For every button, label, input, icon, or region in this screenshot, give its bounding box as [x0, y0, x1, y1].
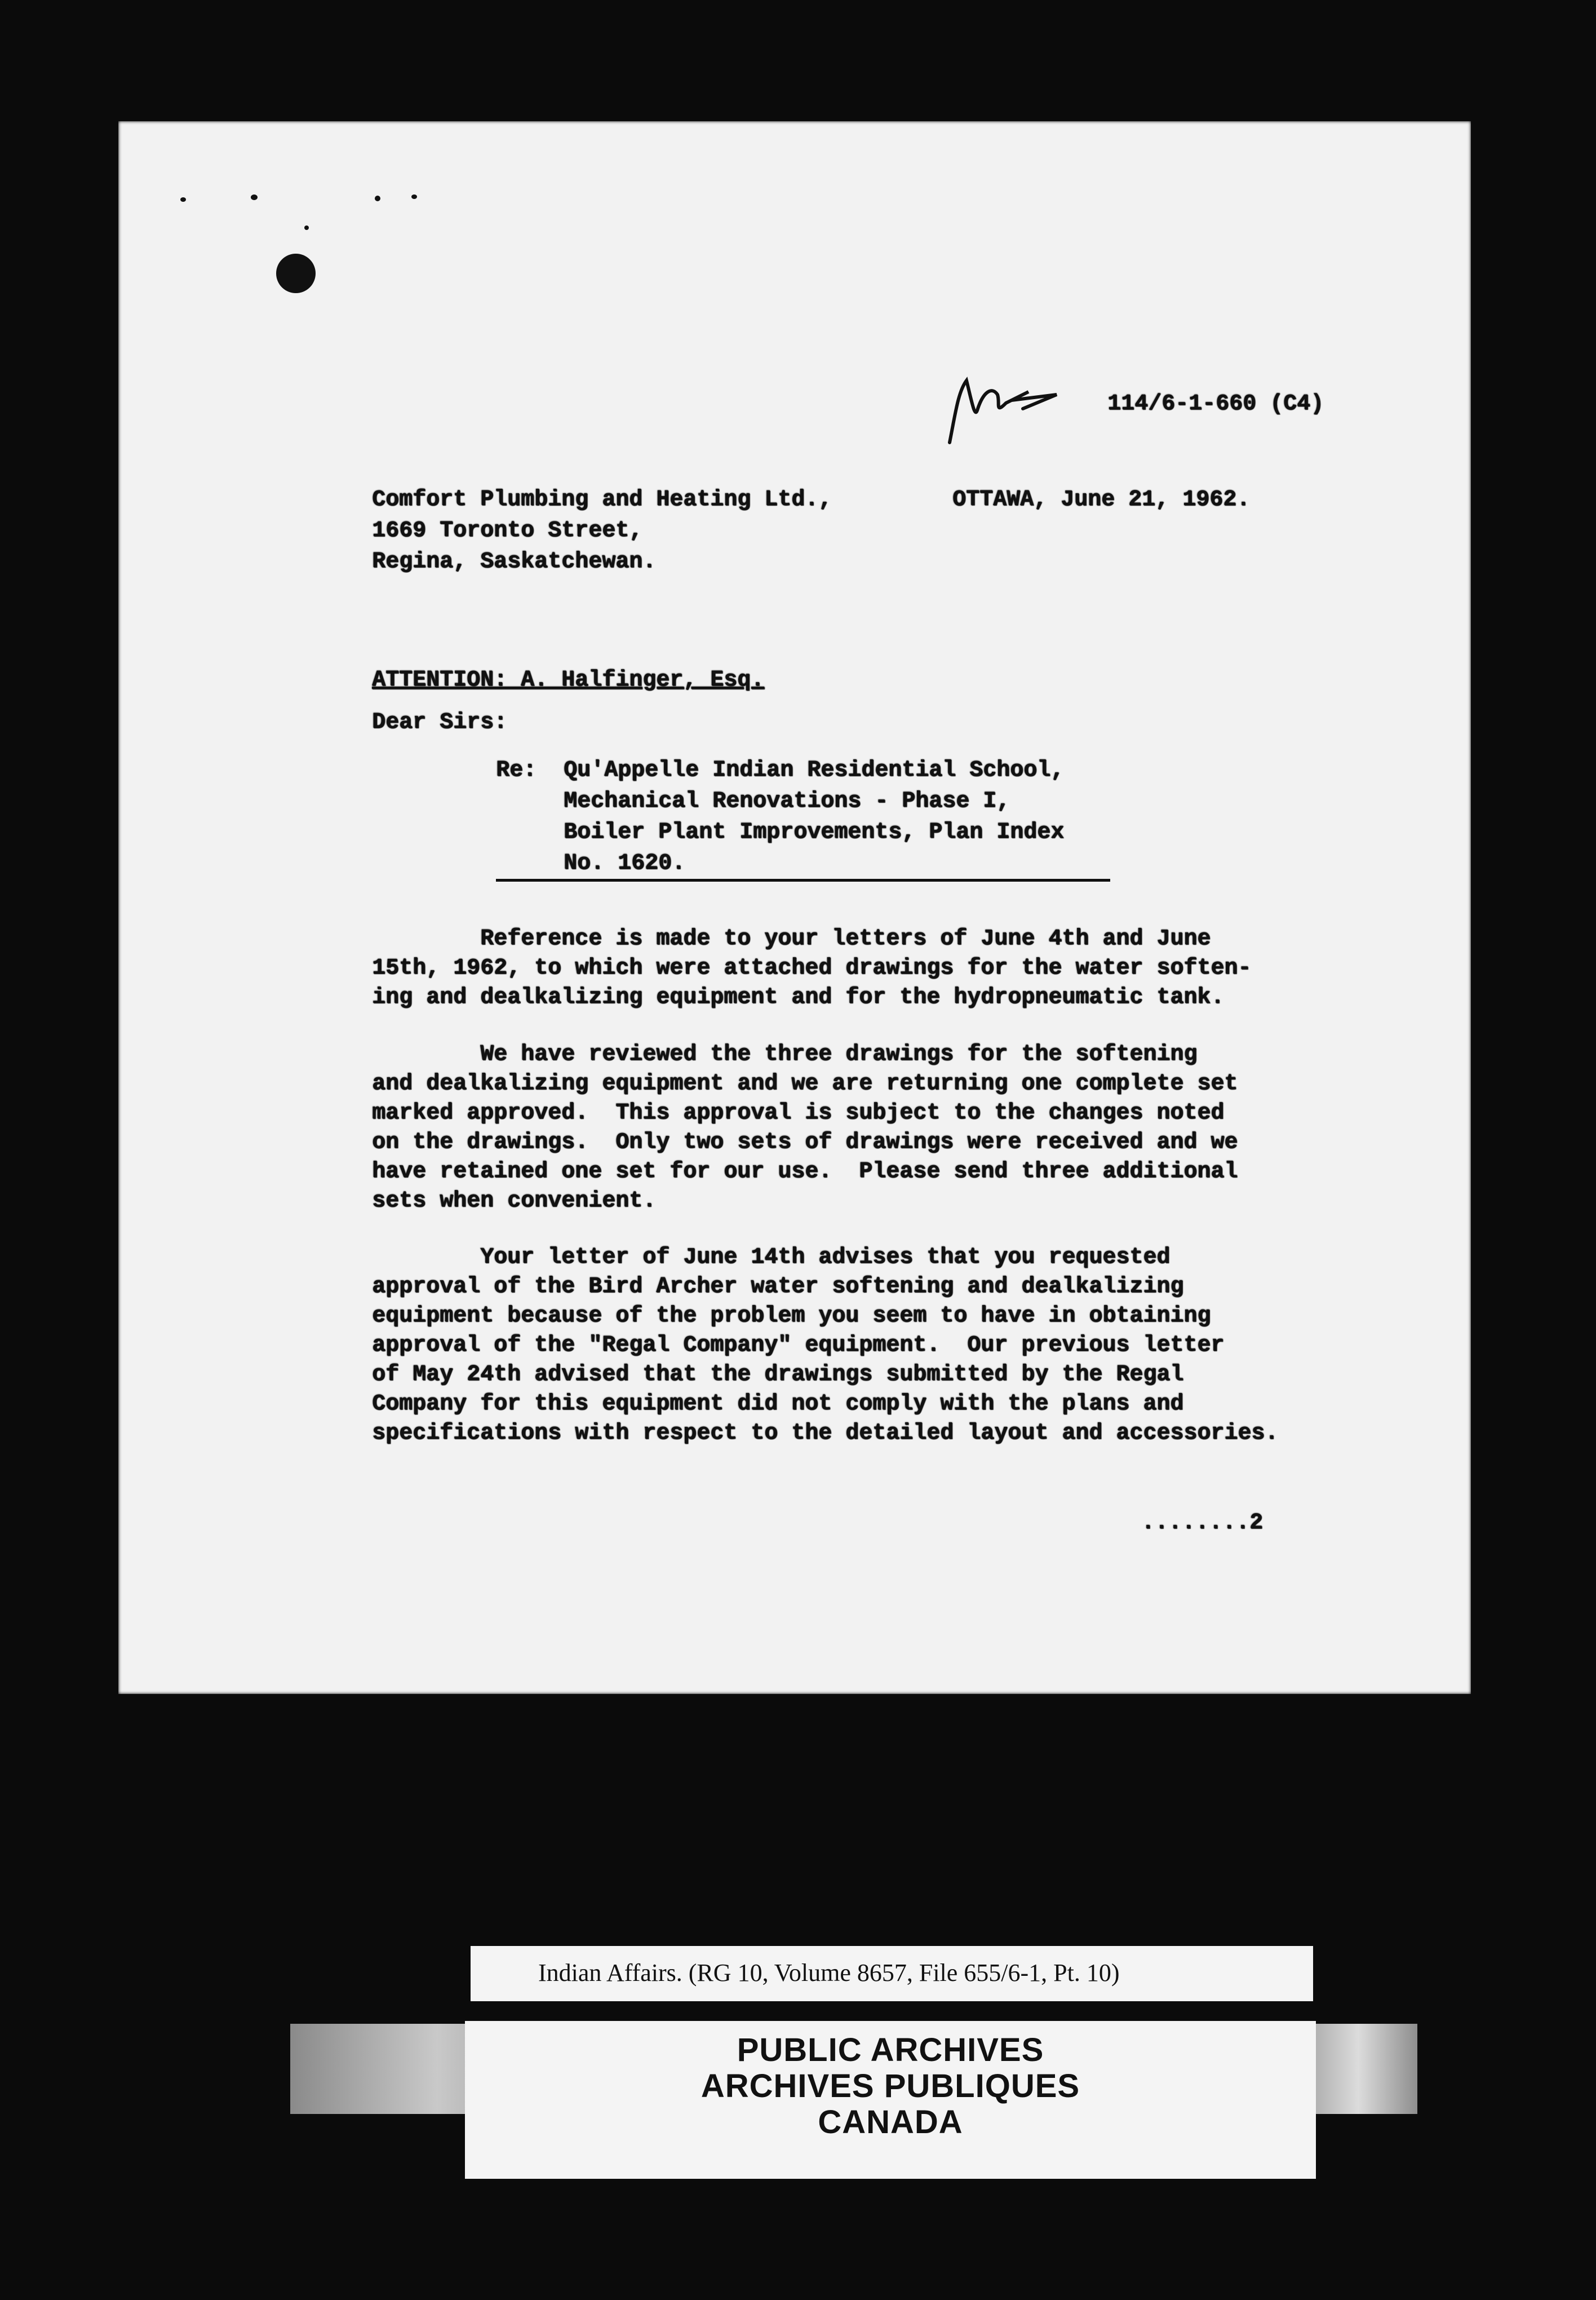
addressee-line-1: Comfort Plumbing and Heating Ltd.,	[372, 487, 832, 512]
paragraph-line: marked approved. This approval is subject to the changes noted	[372, 1100, 1225, 1126]
file-number: 114/6-1-660 (C4)	[1107, 391, 1324, 417]
salutation: Dear Sirs:	[372, 710, 508, 735]
paragraph-line: approval of the "Regal Company" equipment. Our previous letter	[372, 1333, 1225, 1358]
margin-dot	[180, 197, 186, 202]
paragraph-line: and dealkalizing equipment and we are returning one complete set	[372, 1071, 1238, 1096]
margin-dot	[304, 225, 309, 230]
archive-citation-strip	[471, 1946, 1313, 2001]
re-line: No. 1620.	[564, 851, 686, 876]
stamp-line-1: PUBLIC ARCHIVES	[737, 2032, 1044, 2068]
tape-end-right	[1299, 2024, 1417, 2114]
letter-page	[118, 121, 1471, 1694]
paragraph-line: on the drawings. Only two sets of drawings were received and we	[372, 1130, 1238, 1155]
paragraph-line: We have reviewed the three drawings for the softening	[372, 1042, 1198, 1067]
margin-dot	[411, 194, 417, 199]
re-line: Qu'Appelle Indian Residential School,	[564, 758, 1065, 783]
paragraph-line: 15th, 1962, to which were attached drawings for the water soften-	[372, 956, 1252, 981]
paragraph-line: Your letter of June 14th advises that you requested	[372, 1245, 1171, 1270]
stamp-line-3: CANADA	[818, 2104, 963, 2140]
archive-stamp	[465, 2021, 1316, 2179]
attention-line: ATTENTION: A. Halfinger, Esq.	[372, 667, 765, 693]
addressee-line-2: 1669 Toronto Street,	[372, 518, 643, 543]
stamp-line-2: ARCHIVES PUBLIQUES	[701, 2068, 1080, 2104]
addressee-line-3: Regina, Saskatchewan.	[372, 549, 657, 574]
archive-citation: Indian Affairs. (RG 10, Volume 8657, File 655/6-1, Pt. 10)	[538, 1959, 1120, 1987]
continuation-marker: ........2	[1141, 1510, 1264, 1536]
paragraph-line: have retained one set for our use. Please send three additional	[372, 1159, 1238, 1184]
paragraph-line: equipment because of the problem you seem to have in obtaining	[372, 1303, 1211, 1329]
subject-underline	[496, 879, 1110, 882]
paragraph-line: sets when convenient.	[372, 1188, 657, 1214]
paragraph-line: approval of the Bird Archer water softening and dealkalizing	[372, 1274, 1184, 1299]
margin-dot	[375, 196, 380, 201]
handwritten-initials	[944, 369, 1107, 448]
place-date: OTTAWA, June 21, 1962.	[952, 487, 1251, 512]
re-line: Boiler Plant Improvements, Plan Index	[564, 820, 1065, 845]
paragraph-line: of May 24th advised that the drawings submitted by the Regal	[372, 1362, 1184, 1387]
paragraph-line: Reference is made to your letters of June 4th and June	[372, 926, 1211, 952]
paragraph-line: specifications with respect to the detailed layout and accessories.	[372, 1421, 1279, 1446]
paragraph-line: Company for this equipment did not comply with the plans and	[372, 1391, 1184, 1417]
re-label: Re:	[496, 758, 537, 783]
margin-dot	[251, 194, 258, 200]
re-line: Mechanical Renovations - Phase I,	[564, 789, 1010, 814]
punch-hole-mark	[276, 254, 316, 293]
paragraph-line: ing and dealkalizing equipment and for the hydropneumatic tank.	[372, 985, 1225, 1010]
